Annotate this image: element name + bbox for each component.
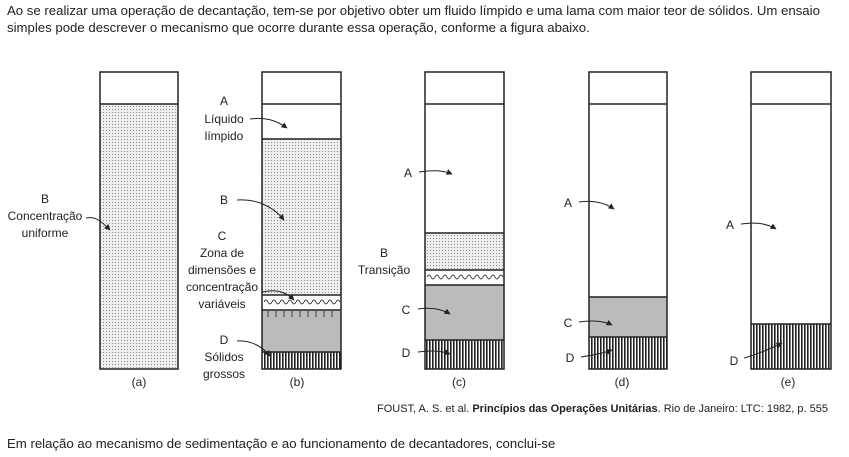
question-text: Em relação ao mecanismo de sedimentação e ao funcionamento de decantadores, conclui-se bbox=[7, 436, 556, 451]
arrow-b-a bbox=[250, 118, 287, 128]
column-e bbox=[726, 72, 831, 389]
label-a-b-2: Concentração bbox=[7, 209, 83, 223]
label-c-c: C bbox=[401, 303, 411, 317]
label-a-b-1: B bbox=[40, 192, 50, 206]
label-c-b-1: B bbox=[379, 246, 389, 260]
label-c-a: A bbox=[403, 166, 413, 180]
source-title: Princípios das Operações Unitárias bbox=[472, 403, 658, 415]
label-d-d: D bbox=[565, 351, 575, 365]
column-d bbox=[564, 72, 667, 389]
caption-e: (e) bbox=[780, 375, 796, 389]
source-authors: FOUST, A. S. et al. bbox=[376, 403, 470, 415]
arrow-e-a bbox=[741, 223, 776, 229]
label-b-c-4: concentração bbox=[185, 280, 259, 294]
label-b-d-2: Sólidos bbox=[204, 350, 244, 364]
label-b-c-5: variáveis bbox=[198, 297, 246, 311]
label-e-d: D bbox=[729, 354, 739, 368]
column-c bbox=[358, 72, 504, 389]
label-b-a-2: Líquido bbox=[204, 112, 244, 126]
label-b-b-1: B bbox=[219, 193, 229, 207]
label-b-a-1: A bbox=[219, 94, 229, 108]
caption-a: (a) bbox=[131, 375, 147, 389]
caption-d: (d) bbox=[614, 375, 630, 389]
label-b-c-2: Zona de bbox=[199, 246, 245, 260]
column-a bbox=[8, 72, 178, 389]
label-e-a: A bbox=[725, 218, 735, 232]
label-d-a: A bbox=[563, 196, 573, 210]
arrow-d-a bbox=[579, 201, 614, 209]
label-b-d-1: D bbox=[219, 333, 229, 347]
label-b-c-3: dimensões e bbox=[187, 263, 257, 277]
label-d-c: C bbox=[563, 316, 573, 330]
intro-text: Ao se realizar uma operação de decantação, tem-se por objetivo obter um fluido límpido e uma lama com maior teor de sólidos. Um ensaio simples pode descrever o mecanismo que ocorre durante essa operação, conforme a figura abaixo. bbox=[7, 3, 820, 35]
arrow-c-a bbox=[419, 171, 452, 174]
caption-c: (c) bbox=[452, 375, 466, 389]
label-a-b-3: uniforme bbox=[21, 226, 69, 240]
source-citation bbox=[377, 403, 828, 415]
label-b-d-3: grossos bbox=[202, 367, 246, 381]
label-b-c-1: C bbox=[217, 229, 227, 243]
column-b bbox=[186, 72, 341, 389]
source-rest: . Rio de Janeiro: LTC: 1982, p. 555 bbox=[657, 403, 828, 415]
label-b-a-3: límpido bbox=[204, 129, 244, 143]
label-c-b-2: Transição bbox=[357, 263, 411, 277]
caption-b: (b) bbox=[289, 375, 305, 389]
label-c-d: D bbox=[401, 346, 411, 360]
transition-marks-b bbox=[264, 300, 340, 304]
